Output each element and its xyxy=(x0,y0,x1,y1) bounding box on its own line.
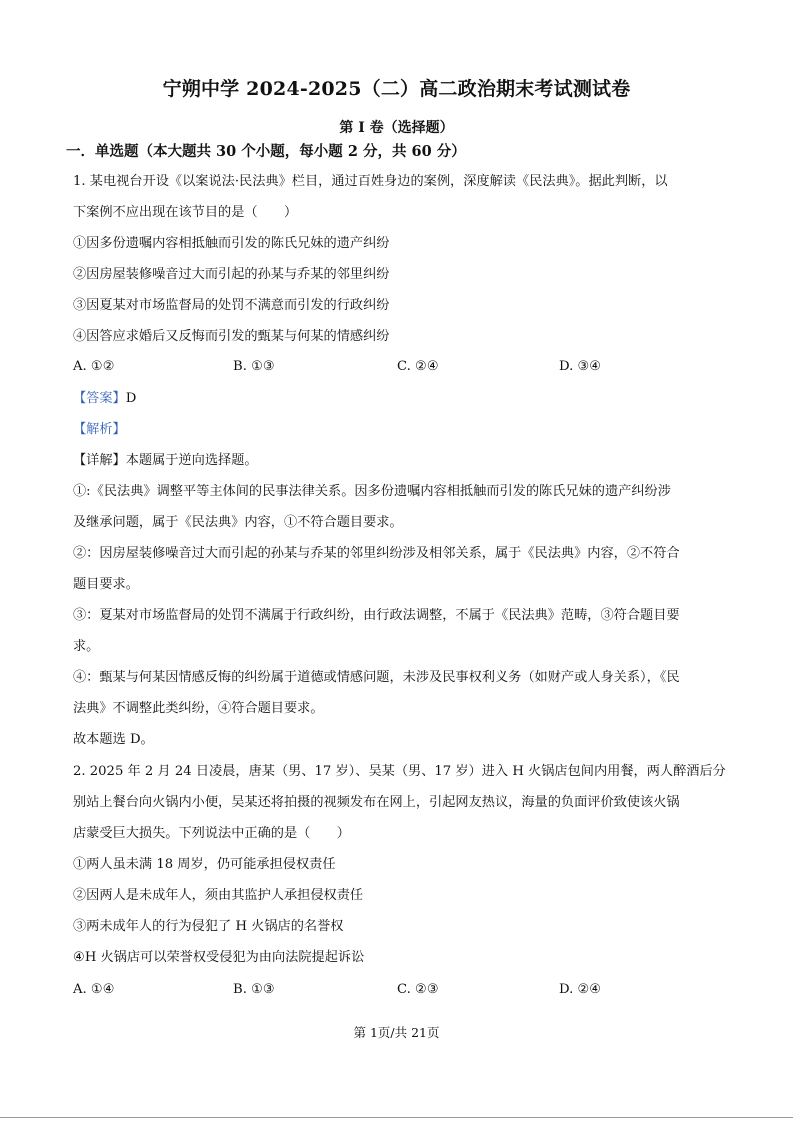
explain-line-1: ①:《民法典》调整平等主体间的民事法律关系。因多份遗嘱内容相抵触而引发的陈氏兄妹的遗产纠纷涉 xyxy=(73,484,671,499)
explain-line-8: 法典》不调整此类纠纷，④符合题目要求。 xyxy=(73,701,324,716)
q2-item-2: ②因两人是未成年人，须由其监护人承担侵权责任 xyxy=(73,888,364,903)
q1-stem-line2: 下案例不应出现在该节目的是（ ） xyxy=(73,205,298,220)
bottom-divider xyxy=(0,1117,793,1118)
q1-item-2: ②因房屋装修噪音过大而引起的孙某与乔某的邻里纠纷 xyxy=(73,267,390,282)
q2-stem-line2: 别站上餐台向火锅内小便，吴某还将拍摄的视频发布在网上，引起网友热议，海量的负面评价致使该火锅 xyxy=(73,795,680,810)
q1-option-c: C. ②④ xyxy=(397,359,439,374)
detail-line: 【详解】本题属于逆向选择题。 xyxy=(73,453,258,468)
q2-item-3: ③两未成年人的行为侵犯了 H 火锅店的名誉权 xyxy=(73,919,344,934)
explain-line-7: ④：甄某与何某因情感反悔的纠纷属于道德或情感问题，未涉及民事权利义务（如财产或人身关系），《民 xyxy=(73,670,680,685)
explain-line-6: 求。 xyxy=(73,639,100,654)
q1-option-b: B. ①③ xyxy=(233,359,275,374)
q1-item-1: ①因多份遗嘱内容相抵触而引发的陈氏兄妹的遗产纠纷 xyxy=(73,236,390,251)
q1-item-3: ③因夏某对市场监督局的处罚不满意而引发的行政纠纷 xyxy=(73,298,390,313)
explain-line-2: 及继承问题，属于《民法典》内容，①不符合题目要求。 xyxy=(73,515,403,530)
explain-line-4: 题目要求。 xyxy=(73,577,139,592)
q1-options xyxy=(73,358,733,376)
q2-option-a: A. ①④ xyxy=(73,982,115,997)
q1-stem-line1: 1. 某电视台开设《以案说法·民法典》栏目，通过百姓身边的案例，深度解读《民法典》。据此判断，以 xyxy=(73,174,668,189)
q2-stem-line3: 店蒙受巨大损失。下列说法中正确的是（ ） xyxy=(73,826,350,841)
answer-tag: 【答案】 xyxy=(73,391,126,406)
answer-value: D xyxy=(125,391,137,406)
page-footer: 第 1页/共 21页 xyxy=(353,1025,440,1040)
q2-option-b: B. ①③ xyxy=(233,982,275,997)
q1-answer xyxy=(73,390,136,408)
q1-option-a: A. ①② xyxy=(73,359,115,374)
q2-stem-line1: 2. 2025 年 2 月 24 日凌晨，唐某（男、17 岁）、吴某（男、17 岁）进入 H 火锅店包间内用餐，两人醉酒后分 xyxy=(73,764,726,779)
page-title: 宁朔中学 2024-2025（二）高二政治期末考试测试卷 xyxy=(162,78,631,100)
q2-item-1: ①两人虽未满 18 周岁，仍可能承担侵权责任 xyxy=(73,857,336,872)
q2-options xyxy=(73,981,733,999)
q2-option-d: D. ②④ xyxy=(559,982,602,997)
section-heading: 一．单选题（本大题共 30 个小题，每小题 2 分，共 60 分） xyxy=(66,143,466,160)
q1-option-d: D. ③④ xyxy=(559,359,602,374)
q2-option-c: C. ②③ xyxy=(397,982,439,997)
q1-item-4: ④因答应求婚后又反悔而引发的甄某与何某的情感纠纷 xyxy=(73,329,390,344)
analysis-tag: 【解析】 xyxy=(73,422,126,437)
explain-line-3: ②：因房屋装修噪音过大而引起的孙某与乔某的邻里纠纷涉及相邻关系，属于《民法典》内容，②不符合 xyxy=(73,546,680,561)
volume-subtitle: 第 I 卷（选择题） xyxy=(339,120,454,136)
explain-line-5: ③：夏某对市场监督局的处罚不满属于行政纠纷，由行政法调整，不属于《民法典》范畴，③符合题目要 xyxy=(73,608,680,623)
explain-line-9: 故本题选 D。 xyxy=(73,732,154,747)
q2-item-4: ④H 火锅店可以荣誉权受侵犯为由向法院提起诉讼 xyxy=(73,950,365,965)
